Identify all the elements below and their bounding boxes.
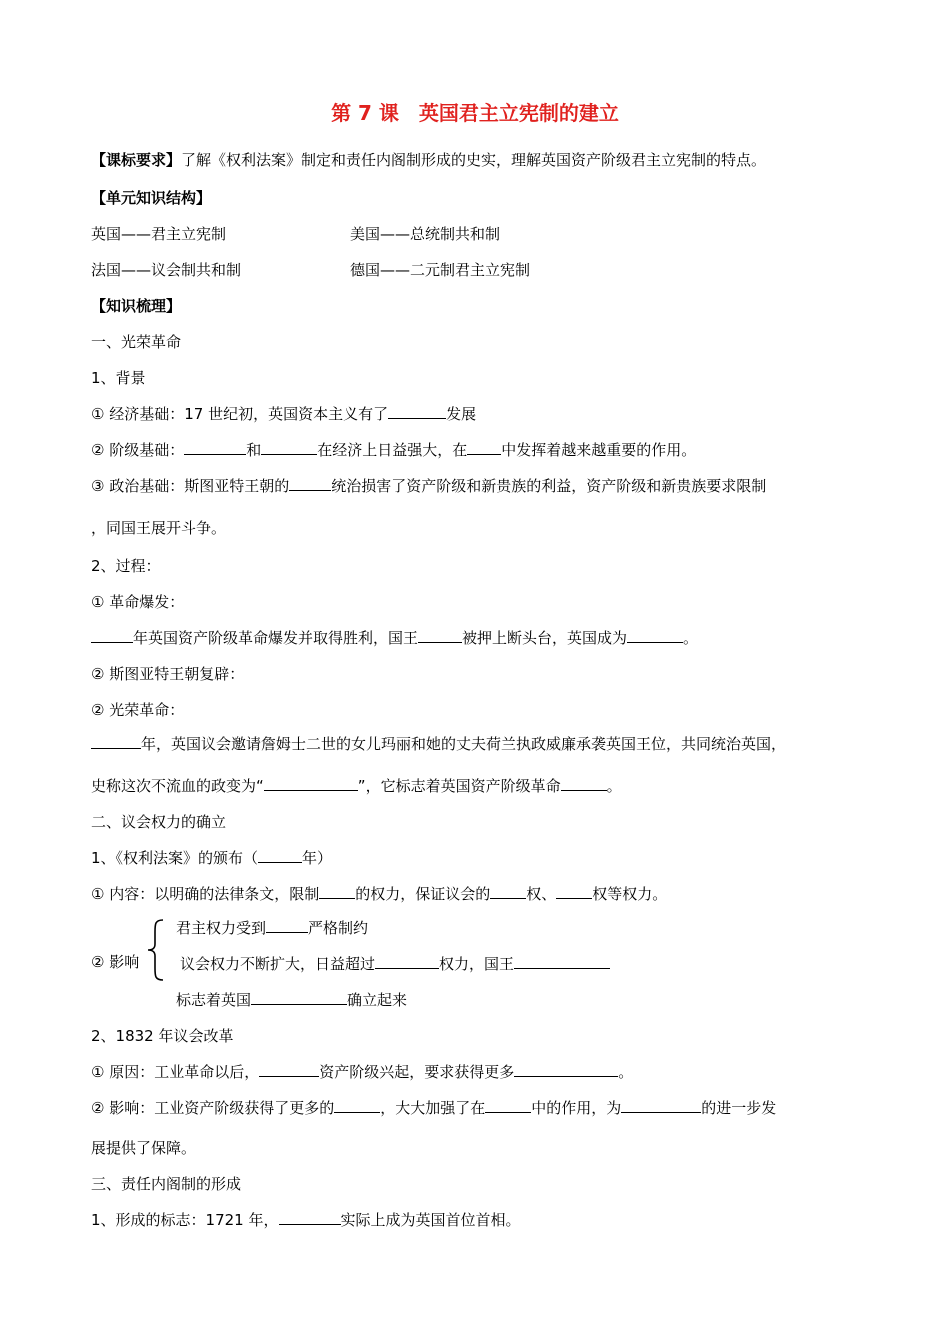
fill-blank[interactable] (319, 884, 355, 899)
fill-blank[interactable] (556, 884, 592, 899)
fill-blank[interactable] (388, 404, 446, 419)
outbreak-label: ① 革命爆发： (91, 593, 185, 611)
fill-blank[interactable] (279, 1210, 341, 1225)
requirement-label: 【课标要求】 (91, 151, 182, 169)
reform-reason: ① 原因：工业革命以后， 资产阶级兴起，要求获得更多 。 (91, 1063, 634, 1081)
fill-blank[interactable] (514, 954, 610, 969)
fill-blank[interactable] (251, 990, 347, 1005)
fill-blank[interactable] (258, 848, 302, 863)
structure-item: 德国——二元制君主立宪制 (350, 261, 531, 279)
subsection-heading: 1、背景 (91, 369, 146, 387)
fill-blank[interactable] (261, 440, 317, 455)
bill-of-rights: 1、《权利法案》的颁布（ 年） (91, 849, 333, 867)
page-title: 第 7 课 英国君主立宪制的建立 (331, 101, 619, 125)
fill-blank[interactable] (561, 776, 607, 791)
section-heading: 三、责任内阁制的形成 (91, 1175, 242, 1193)
glorious-line2: 史称这次不流血的政变为“ ”，它标志着英国资产阶级革命 。 (91, 777, 622, 795)
outline-heading: 【知识梳理】 (91, 297, 182, 315)
impact-label: ② 影响 (91, 953, 140, 971)
fill-blank[interactable] (259, 1062, 319, 1077)
fill-blank[interactable] (490, 884, 526, 899)
structure-item: 法国——议会制共和制 (91, 261, 242, 279)
glorious-line: 年，英国议会邀请詹姆士二世的女儿玛丽和她的丈夫荷兰执政威廉承袭英国王位，共同统治英国， (91, 734, 786, 754)
impact-item: 君主权力受到 严格制约 (176, 919, 369, 937)
requirement-text: 了解《权利法案》制定和责任内阁制形成的史实，理解英国资产阶级君主立宪制的特点。 (181, 151, 767, 169)
bill-content: ① 内容：以明确的法律条文，限制 的权力，保证议会的 权、 权等权力。 (91, 885, 668, 903)
fill-blank[interactable] (334, 1098, 380, 1113)
fill-blank[interactable] (418, 628, 462, 643)
economic-basis: ① 经济基础：17 世纪初，英国资本主义有了 发展 (91, 405, 477, 423)
impact-item: 议会权力不断扩大，日益超过 权力，国王 (180, 954, 610, 974)
fill-blank[interactable] (289, 476, 331, 491)
fill-blank[interactable] (264, 776, 358, 791)
impact-item: 标志着英国 确立起来 (176, 991, 408, 1009)
reform-effect: ② 影响：工业资产阶级获得了更多的 ，大大加强了在 中的作用，为 的进一步发 (91, 1099, 777, 1117)
class-basis: ② 阶级基础： 和 在经济上日益强大，在 中发挥着越来越重要的作用。 (91, 441, 697, 459)
glorious-label: ② 光荣革命： (91, 701, 185, 719)
political-basis-cont: ，同国王展开斗争。 (91, 519, 227, 537)
section-heading: 一、光荣革命 (91, 333, 182, 351)
fill-blank[interactable] (266, 918, 308, 933)
fill-blank[interactable] (627, 628, 683, 643)
fill-blank[interactable] (375, 954, 439, 969)
cabinet-marker: 1、形成的标志：1721 年， 实际上成为英国首位首相。 (91, 1211, 521, 1229)
fill-blank[interactable] (467, 440, 501, 455)
subsection-heading: 2、1832 年议会改革 (91, 1027, 234, 1045)
fill-blank[interactable] (91, 628, 133, 643)
fill-blank[interactable] (184, 440, 246, 455)
fill-blank[interactable] (485, 1098, 531, 1113)
section-heading: 二、议会权力的确立 (91, 813, 227, 831)
curly-brace-icon (145, 918, 167, 982)
structure-item: 美国——总统制共和制 (350, 225, 501, 243)
reform-effect-cont: 展提供了保障。 (91, 1139, 197, 1157)
fill-blank[interactable] (91, 734, 141, 749)
fill-blank[interactable] (514, 1062, 618, 1077)
restoration-label: ② 斯图亚特王朝复辟： (91, 665, 245, 683)
fill-blank[interactable] (621, 1098, 701, 1113)
requirement-line (91, 150, 766, 170)
political-basis: ③ 政治基础：斯图亚特王朝的 统治损害了资产阶级和新贵族的利益，资产阶级和新贵族要求限制 (91, 477, 767, 495)
subsection-heading: 2、过程： (91, 557, 161, 575)
outbreak-line: 年英国资产阶级革命爆发并取得胜利，国王 被押上断头台，英国成为 。 (91, 628, 698, 648)
structure-heading: 【单元知识结构】 (91, 189, 212, 207)
structure-item: 英国——君主立宪制 (91, 225, 227, 243)
